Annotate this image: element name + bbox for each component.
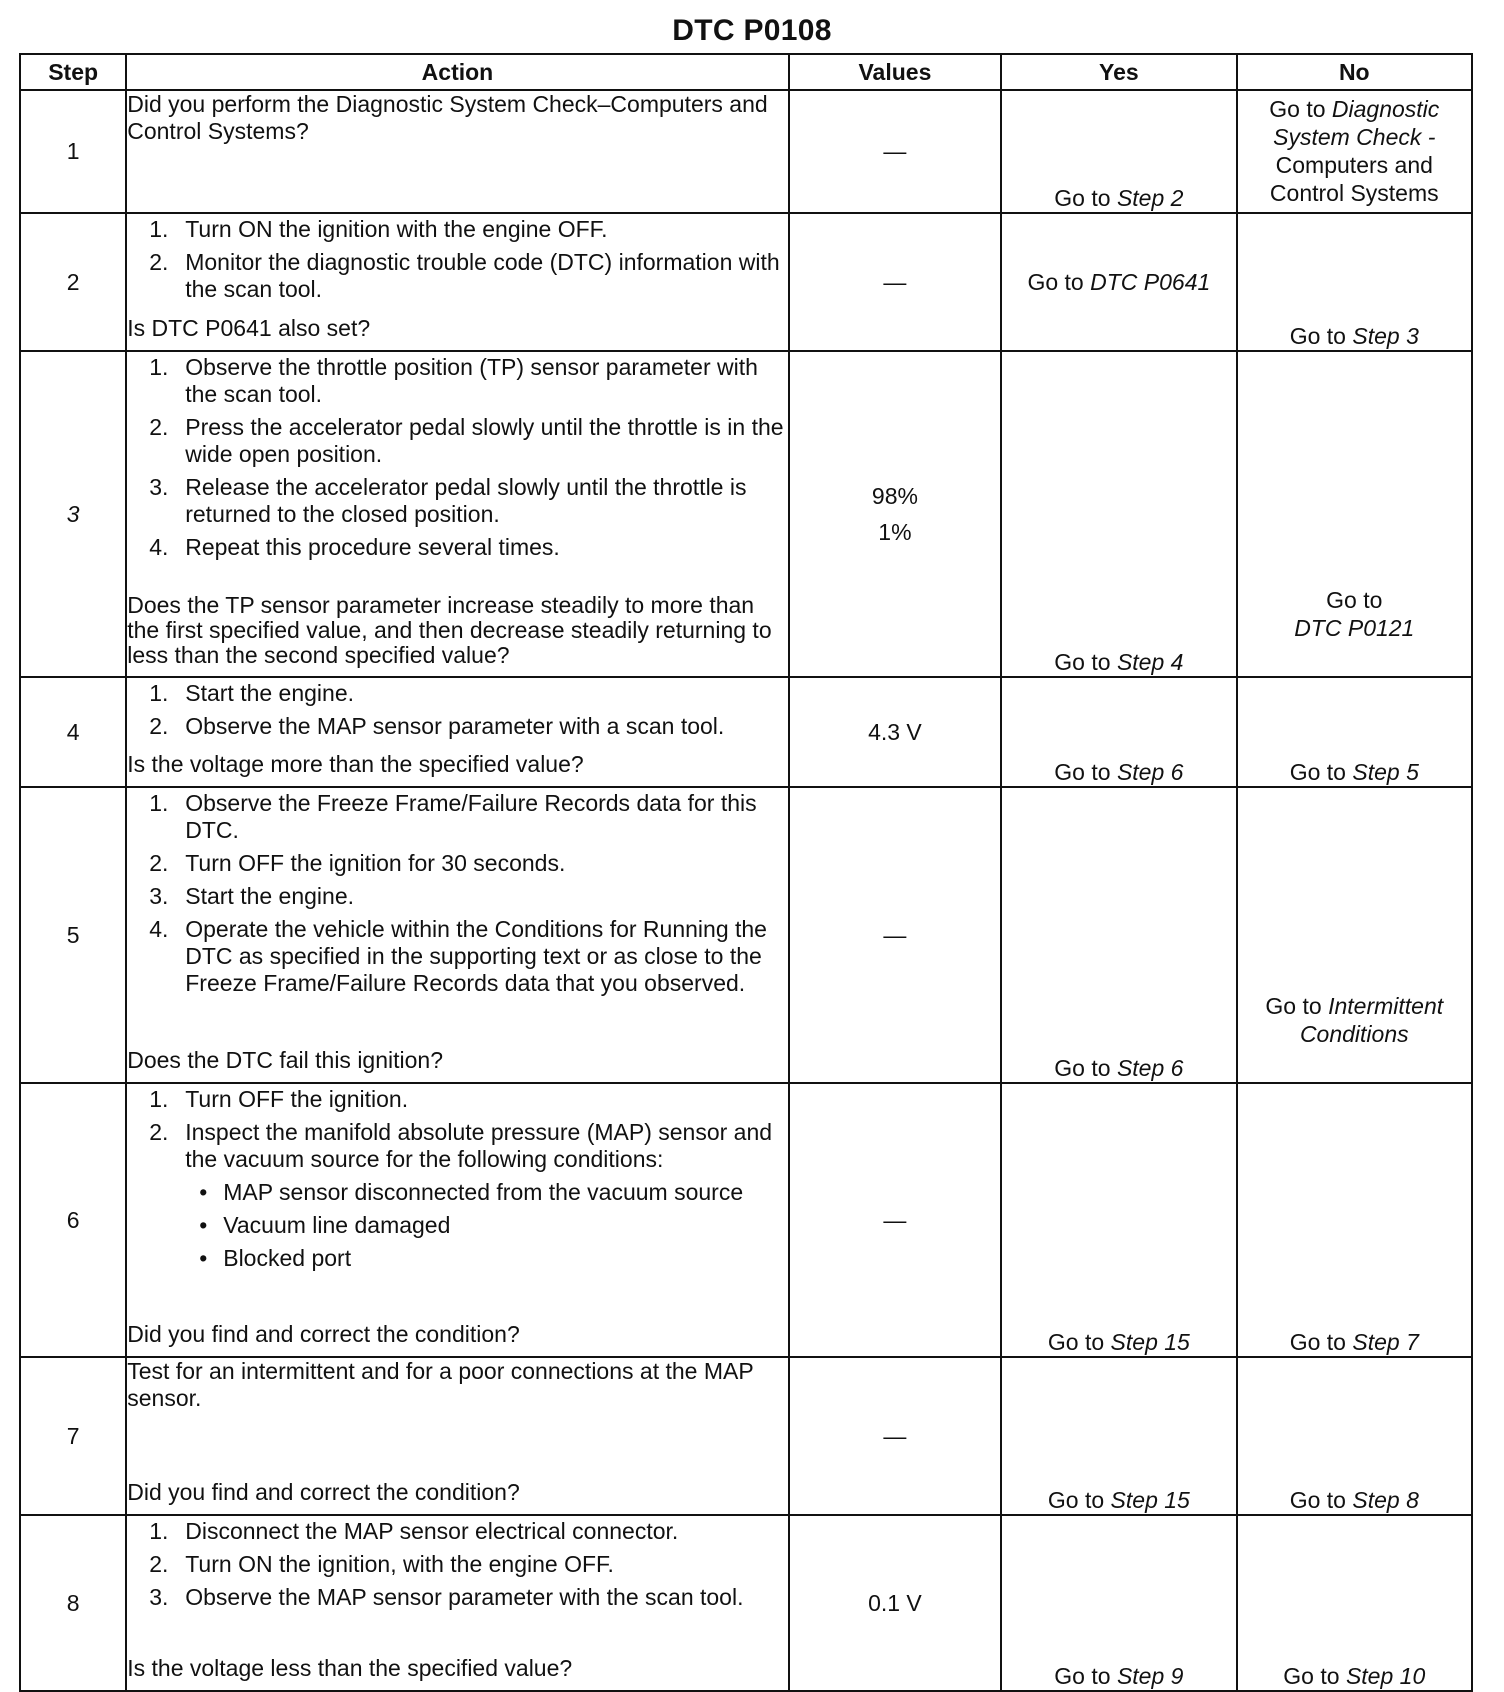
action-intro: Did you perform the Diagnostic System Check–Computers and Control Systems? — [127, 91, 768, 144]
table-row — [20, 787, 1472, 1083]
action-cell — [126, 90, 788, 213]
values-cell — [789, 1083, 1001, 1357]
action-question: Is the voltage more than the specified value? — [127, 751, 584, 777]
step-number: 3 — [20, 351, 126, 677]
yes-link[interactable]: Step 2 — [1116, 185, 1184, 211]
no-cell — [1237, 213, 1472, 351]
table-row — [20, 213, 1472, 351]
column-header-no: No — [1237, 54, 1472, 90]
yes-link[interactable]: Step 6 — [1116, 759, 1184, 785]
go-to-text: Go to — [1054, 185, 1111, 211]
yes-link[interactable]: Step 9 — [1116, 1663, 1184, 1689]
no-link[interactable]: Step 10 — [1345, 1663, 1426, 1689]
value-text: 98% — [871, 483, 918, 509]
go-to-text: Go to — [1283, 1663, 1340, 1689]
go-to-text: Go to — [1326, 587, 1383, 613]
yes-cell — [1001, 1083, 1236, 1357]
condition-bullet: • Blocked port — [199, 1245, 352, 1271]
page-title: DTC P0108 — [672, 14, 832, 47]
action-cell — [126, 213, 788, 351]
no-link[interactable]: Intermittent Conditions — [1299, 993, 1444, 1047]
values-cell — [789, 351, 1001, 677]
go-to-text: Go to — [1054, 1055, 1111, 1081]
action-item: 2. Turn ON the ignition, with the engine OFF. — [149, 1551, 614, 1577]
go-to-text: Go to — [1054, 649, 1111, 675]
value-text: — — [883, 268, 907, 295]
yes-link[interactable]: Step 4 — [1116, 649, 1184, 675]
action-item: 2. Observe the MAP sensor parameter with a scan tool. — [149, 713, 725, 739]
yes-link[interactable]: Step 15 — [1110, 1329, 1190, 1355]
action-item: 2. Turn OFF the ignition for 30 seconds. — [149, 850, 566, 876]
no-cell — [1237, 1515, 1472, 1691]
go-to-text: Go to — [1289, 759, 1346, 785]
values-cell — [789, 1357, 1001, 1515]
no-link[interactable]: DTC P0121 — [1294, 615, 1415, 641]
yes-link[interactable]: Step 15 — [1110, 1487, 1190, 1513]
action-question: Is the voltage less than the specified value? — [127, 1655, 573, 1681]
value-text: — — [883, 1206, 907, 1233]
action-cell — [126, 677, 788, 787]
go-to-text: Go to — [1289, 323, 1346, 349]
no-link[interactable]: Step 8 — [1352, 1487, 1419, 1513]
action-cell — [126, 787, 788, 1083]
condition-bullet: • MAP sensor disconnected from the vacuum source — [199, 1179, 744, 1205]
go-to-text: Go to — [1269, 96, 1326, 122]
go-to-text: Go to — [1047, 1487, 1105, 1513]
no-cell — [1237, 1357, 1472, 1515]
action-cell — [126, 1083, 788, 1357]
yes-cell — [1001, 90, 1236, 213]
step-number: 8 — [20, 1515, 126, 1691]
go-to-text: Go to — [1054, 759, 1111, 785]
no-link[interactable]: Step 5 — [1352, 759, 1419, 785]
action-item: 2. Press the accelerator pedal slowly until the throttle is in the wide open position. — [149, 414, 784, 467]
action-item: 1. Start the engine. — [149, 680, 355, 706]
condition-bullet: • Vacuum line damaged — [199, 1212, 451, 1238]
go-to-text: Go to — [1289, 1487, 1346, 1513]
step-number: 1 — [20, 90, 126, 213]
go-to-text: Go to — [1027, 269, 1084, 295]
no-cell — [1237, 787, 1472, 1083]
value-text: — — [883, 1422, 907, 1449]
table-row — [20, 1357, 1472, 1515]
step-number: 4 — [20, 677, 126, 787]
action-item: 3. Observe the MAP sensor parameter with the scan tool. — [149, 1584, 744, 1610]
values-cell — [789, 787, 1001, 1083]
go-to-text: Go to — [1054, 1663, 1111, 1689]
action-cell — [126, 1357, 788, 1515]
action-item: 1. Turn OFF the ignition. — [149, 1086, 409, 1112]
action-question: Did you find and correct the condition? — [127, 1479, 520, 1505]
column-header-action: Action — [126, 54, 788, 90]
column-header-step: Step — [20, 54, 126, 90]
go-to-text: Go to — [1047, 1329, 1105, 1355]
action-question: Does the DTC fail this ignition? — [127, 1047, 443, 1073]
step-number: 6 — [20, 1083, 126, 1357]
yes-cell — [1001, 787, 1236, 1083]
value-text: 4.3 V — [868, 718, 922, 745]
value-text: — — [883, 138, 907, 164]
yes-cell — [1001, 677, 1236, 787]
table-header-row — [20, 54, 1472, 90]
no-cell — [1237, 1083, 1472, 1357]
action-item: 2. Inspect the manifold absolute pressure (MAP) sensor and the vacuum source for the following conditions: — [149, 1119, 773, 1172]
no-cell — [1237, 90, 1472, 213]
yes-cell — [1001, 213, 1236, 351]
action-item: 1. Disconnect the MAP sensor electrical connector. — [149, 1518, 679, 1544]
table-row — [20, 90, 1472, 213]
yes-link[interactable]: Step 6 — [1116, 1055, 1184, 1081]
action-question: Did you find and correct the condition? — [127, 1321, 520, 1347]
no-link[interactable]: Diagnostic System Check - — [1273, 96, 1440, 150]
value-text: 0.1 V — [868, 1589, 922, 1616]
value-text: — — [883, 921, 907, 948]
action-question: Does the TP sensor parameter increase steadily to more than the first specified value, and then decrease steadily returning to less than the second specified value? — [127, 592, 772, 668]
table-row — [20, 677, 1472, 787]
go-to-text: Go to — [1265, 993, 1322, 1019]
action-item: 4. Repeat this procedure several times. — [149, 534, 560, 560]
yes-link[interactable]: DTC P0641 — [1090, 269, 1211, 295]
action-intro: Test for an intermittent and for a poor connections at the MAP sensor. — [127, 1358, 754, 1411]
action-item: 2. Monitor the diagnostic trouble code (DTC) information with the scan tool. — [149, 249, 780, 302]
yes-cell — [1001, 351, 1236, 677]
action-cell — [126, 1515, 788, 1691]
action-item: 3. Start the engine. — [149, 883, 355, 909]
values-cell — [789, 213, 1001, 351]
action-item: 1. Observe the throttle position (TP) sensor parameter with the scan tool. — [149, 354, 758, 407]
values-cell — [789, 90, 1001, 213]
yes-cell — [1001, 1357, 1236, 1515]
table-row — [20, 1083, 1472, 1357]
go-to-text: Go to — [1289, 1329, 1346, 1355]
table-row — [20, 351, 1472, 677]
step-number: 7 — [20, 1357, 126, 1515]
column-header-yes: Yes — [1001, 54, 1236, 90]
column-header-values: Values — [789, 54, 1001, 90]
action-item: 4. Operate the vehicle within the Conditions for Running the DTC as specified in the supporting text or as close to the Freeze Frame/Failure Records data that you observed. — [149, 916, 767, 996]
action-item: 1. Turn ON the ignition with the engine OFF. — [149, 216, 608, 242]
diagnostic-table — [19, 53, 1473, 1692]
no-cell — [1237, 677, 1472, 787]
values-cell — [789, 677, 1001, 787]
action-item: 3. Release the accelerator pedal slowly until the throttle is returned to the closed position. — [149, 474, 747, 527]
values-cell — [789, 1515, 1001, 1691]
yes-cell — [1001, 1515, 1236, 1691]
step-number: 2 — [20, 213, 126, 351]
no-link[interactable]: Step 7 — [1352, 1329, 1419, 1355]
table-row — [20, 1515, 1472, 1691]
no-link-rest: Computers and Control Systems — [1269, 152, 1439, 206]
value-text: 1% — [878, 519, 912, 545]
no-link[interactable]: Step 3 — [1352, 323, 1419, 349]
action-item: 1. Observe the Freeze Frame/Failure Records data for this DTC. — [149, 790, 757, 843]
action-question: Is DTC P0641 also set? — [127, 315, 371, 341]
step-number: 5 — [20, 787, 126, 1083]
no-cell — [1237, 351, 1472, 677]
action-cell — [126, 351, 788, 677]
